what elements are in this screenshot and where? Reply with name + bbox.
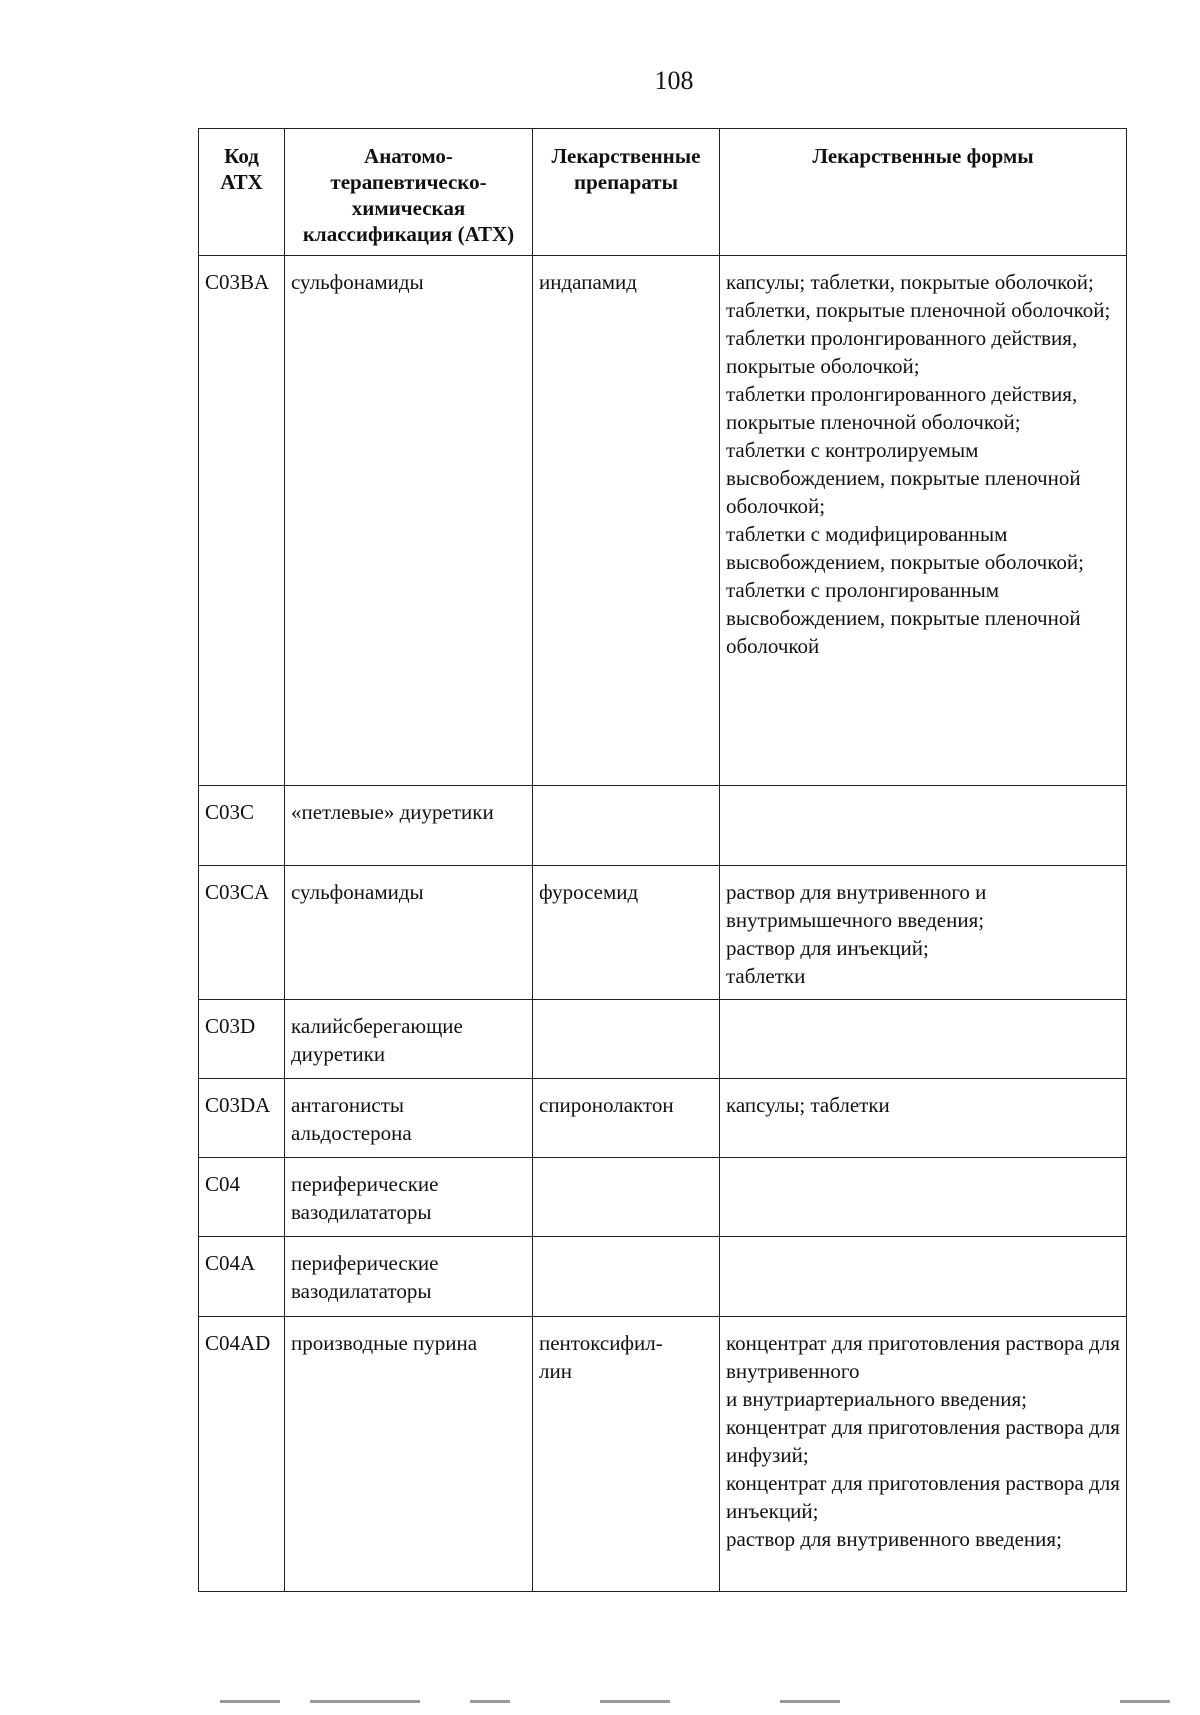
table-row	[199, 1237, 1127, 1317]
table-row	[199, 1079, 1127, 1158]
drug-classification-table	[198, 128, 1127, 1592]
table-row	[199, 1317, 1127, 1592]
drug-cell	[533, 786, 720, 866]
drug-cell: пентоксифил- лин	[533, 1317, 720, 1592]
atc-code-cell: C03C	[199, 786, 285, 866]
dosage-forms-cell	[720, 786, 1127, 866]
header-dosage-forms: Лекарственные формы	[720, 129, 1127, 256]
classification-cell: сульфонамиды	[285, 866, 533, 1000]
table-row	[199, 1000, 1127, 1079]
scan-noise	[220, 1700, 1180, 1708]
header-atc-classification: Анатомо- терапевтическо- химическая классификация (АТХ)	[285, 129, 533, 256]
drug-cell	[533, 1237, 720, 1317]
atc-code-cell: C04	[199, 1158, 285, 1237]
page-number: 108	[654, 66, 694, 95]
classification-cell: «петлевые» диуретики	[285, 786, 533, 866]
drug-cell: индапамид	[533, 256, 720, 786]
table-row	[199, 1158, 1127, 1237]
dosage-forms-cell: капсулы; таблетки, покрытые оболочкой; таблетки, покрытые пленочной оболочкой; таблетки пролонгированного действия, покрытые оболочкой; таблетки пролонгированного действия, покрытые пленочной оболочкой; таблетки с контролируемым высвобождением, покрытые пленочной оболочкой; таблетки с модифицированным высвобождением, покрытые оболочкой; таблетки с пролонгированным высвобождением, покрытые пленочной оболочкой	[720, 256, 1127, 786]
dosage-forms-cell: капсулы; таблетки	[720, 1079, 1127, 1158]
classification-cell: сульфонамиды	[285, 256, 533, 786]
atc-code-cell: C04A	[199, 1237, 285, 1317]
dosage-forms-cell: раствор для внутривенного и внутримышечного введения; раствор для инъекций; таблетки	[720, 866, 1127, 1000]
classification-cell: периферические вазодилататоры	[285, 1158, 533, 1237]
atc-code-cell: C04AD	[199, 1317, 285, 1592]
classification-cell: производные пурина	[285, 1317, 533, 1592]
table-header-row	[199, 129, 1127, 256]
classification-cell: антагонисты альдостерона	[285, 1079, 533, 1158]
table-row	[199, 256, 1127, 786]
drug-cell: фуросемид	[533, 866, 720, 1000]
atc-code-cell: C03CA	[199, 866, 285, 1000]
dosage-forms-cell	[720, 1237, 1127, 1317]
drug-cell	[533, 1158, 720, 1237]
header-atc-code: Код АТХ	[199, 129, 285, 256]
drug-cell: спиронолактон	[533, 1079, 720, 1158]
atc-code-cell: C03BA	[199, 256, 285, 786]
atc-code-cell: C03DA	[199, 1079, 285, 1158]
table-row	[199, 786, 1127, 866]
dosage-forms-cell	[720, 1000, 1127, 1079]
header-drugs: Лекарственные препараты	[533, 129, 720, 256]
dosage-forms-cell: концентрат для приготовления раствора для внутривенного и внутриартериального введения; концентрат для приготовления раствора для инфузий; концентрат для приготовления раствора для инъекций; раствор для внутривенного введения;	[720, 1317, 1127, 1592]
drug-cell	[533, 1000, 720, 1079]
atc-code-cell: C03D	[199, 1000, 285, 1079]
classification-cell: периферические вазодилататоры	[285, 1237, 533, 1317]
table-row	[199, 866, 1127, 1000]
dosage-forms-cell	[720, 1158, 1127, 1237]
classification-cell: калийсберегающие диуретики	[285, 1000, 533, 1079]
